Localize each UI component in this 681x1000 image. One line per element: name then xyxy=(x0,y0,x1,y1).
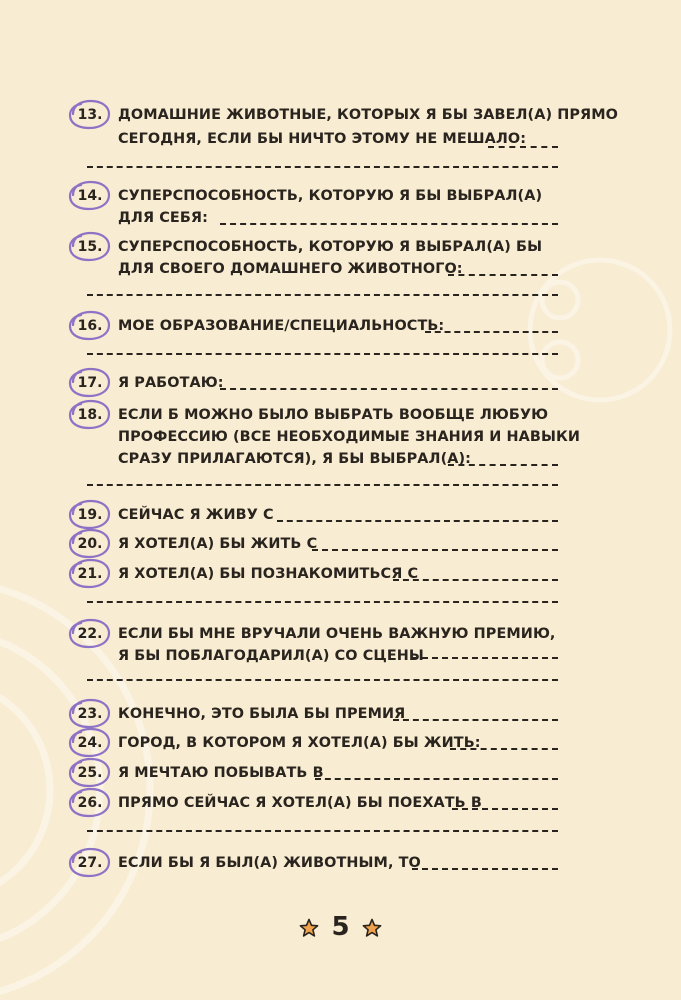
star-icon xyxy=(362,918,382,938)
question-text-line: ПРЯМО СЕЙЧАС Я ХОТЕЛ(А) БЫ ПОЕХАТЬ В xyxy=(118,795,482,811)
answer-blank[interactable] xyxy=(488,146,558,148)
question-text-line: Я БЫ ПОБЛАГОДАРИЛ(А) СО СЦЕНЫ xyxy=(118,648,424,664)
question-number-22: 22. xyxy=(70,623,110,645)
answer-blank[interactable] xyxy=(312,549,558,551)
answer-blank[interactable] xyxy=(87,601,558,603)
question-number-21: 21. xyxy=(70,563,110,585)
question-number-26: 26. xyxy=(70,792,110,814)
question-number-19: 19. xyxy=(70,504,110,526)
question-number-14: 14. xyxy=(70,185,110,207)
answer-blank[interactable] xyxy=(277,520,558,522)
answer-blank[interactable] xyxy=(220,388,558,390)
answer-blank[interactable] xyxy=(450,748,558,750)
answer-blank[interactable] xyxy=(393,579,558,581)
question-number-24: 24. xyxy=(70,732,110,754)
question-text-line: Я ХОТЕЛ(А) БЫ ПОЗНАКОМИТЬСЯ С xyxy=(118,566,419,582)
answer-blank[interactable] xyxy=(448,464,558,466)
question-text-line: Я ХОТЕЛ(А) БЫ ЖИТЬ С xyxy=(118,536,318,552)
question-text-line: ДЛЯ СВОЕГО ДОМАШНЕГО ЖИВОТНОГО: xyxy=(118,261,463,277)
answer-blank[interactable] xyxy=(87,294,558,296)
question-text-line: СЕГОДНЯ, ЕСЛИ БЫ НИЧТО ЭТОМУ НЕ МЕШАЛО: xyxy=(118,131,527,147)
question-text-line: СУПЕРСПОСОБНОСТЬ, КОТОРУЮ Я БЫ ВЫБРАЛ(А) xyxy=(118,188,543,204)
question-text-line: СРАЗУ ПРИЛАГАЮТСЯ), Я БЫ ВЫБРАЛ(А): xyxy=(118,451,472,467)
answer-blank[interactable] xyxy=(412,868,558,870)
answer-blank[interactable] xyxy=(412,657,558,659)
star-icon xyxy=(299,918,319,938)
answer-blank[interactable] xyxy=(87,679,558,681)
question-number-27: 27. xyxy=(70,852,110,874)
answer-blank[interactable] xyxy=(87,166,558,168)
answer-blank[interactable] xyxy=(315,778,558,780)
question-text-line: ДОМАШНИЕ ЖИВОТНЫЕ, КОТОРЫХ Я БЫ ЗАВЕЛ(А) ПРЯМО xyxy=(118,107,618,123)
question-text-line: СУПЕРСПОСОБНОСТЬ, КОТОРУЮ Я ВЫБРАЛ(А) БЫ xyxy=(118,239,543,255)
page-footer xyxy=(0,912,681,942)
question-text-line: КОНЕЧНО, ЭТО БЫЛА БЫ ПРЕМИЯ xyxy=(118,706,406,722)
question-number-20: 20. xyxy=(70,533,110,555)
answer-blank[interactable] xyxy=(220,223,558,225)
question-text-line: ДЛЯ СЕБЯ: xyxy=(118,210,208,226)
question-text-line: Я РАБОТАЮ: xyxy=(118,375,224,391)
question-number-16: 16. xyxy=(70,315,110,337)
question-text-line: Я МЕЧТАЮ ПОБЫВАТЬ В xyxy=(118,765,324,781)
question-text-line: ЕСЛИ БЫ Я БЫЛ(А) ЖИВОТНЫМ, ТО xyxy=(118,855,421,871)
answer-blank[interactable] xyxy=(425,331,558,333)
question-text-line: МОЕ ОБРАЗОВАНИЕ/СПЕЦИАЛЬНОСТЬ: xyxy=(118,318,445,334)
answer-blank[interactable] xyxy=(87,353,558,355)
answer-blank[interactable] xyxy=(87,484,558,486)
question-text-line: ПРОФЕССИЮ (ВСЕ НЕОБХОДИМЫЕ ЗНАНИЯ И НАВЫКИ xyxy=(118,429,580,445)
question-number-15: 15. xyxy=(70,236,110,258)
page-number: 5 xyxy=(331,912,350,942)
question-text-line: ЕСЛИ БЫ МНЕ ВРУЧАЛИ ОЧЕНЬ ВАЖНУЮ ПРЕМИЮ, xyxy=(118,626,556,642)
question-number-18: 18. xyxy=(70,404,110,426)
answer-blank[interactable] xyxy=(452,808,558,810)
question-number-13: 13. xyxy=(70,104,110,126)
answer-blank[interactable] xyxy=(87,830,558,832)
question-number-23: 23. xyxy=(70,703,110,725)
question-number-25: 25. xyxy=(70,762,110,784)
question-text-line: ГОРОД, В КОТОРОМ Я ХОТЕЛ(А) БЫ ЖИТЬ: xyxy=(118,735,481,751)
question-number-17: 17. xyxy=(70,372,110,394)
question-text-line: ЕСЛИ Б МОЖНО БЫЛО ВЫБРАТЬ ВООБЩЕ ЛЮБУЮ xyxy=(118,407,549,423)
answer-blank[interactable] xyxy=(393,719,558,721)
answer-blank[interactable] xyxy=(448,274,558,276)
question-text-line: СЕЙЧАС Я ЖИВУ С xyxy=(118,507,274,523)
